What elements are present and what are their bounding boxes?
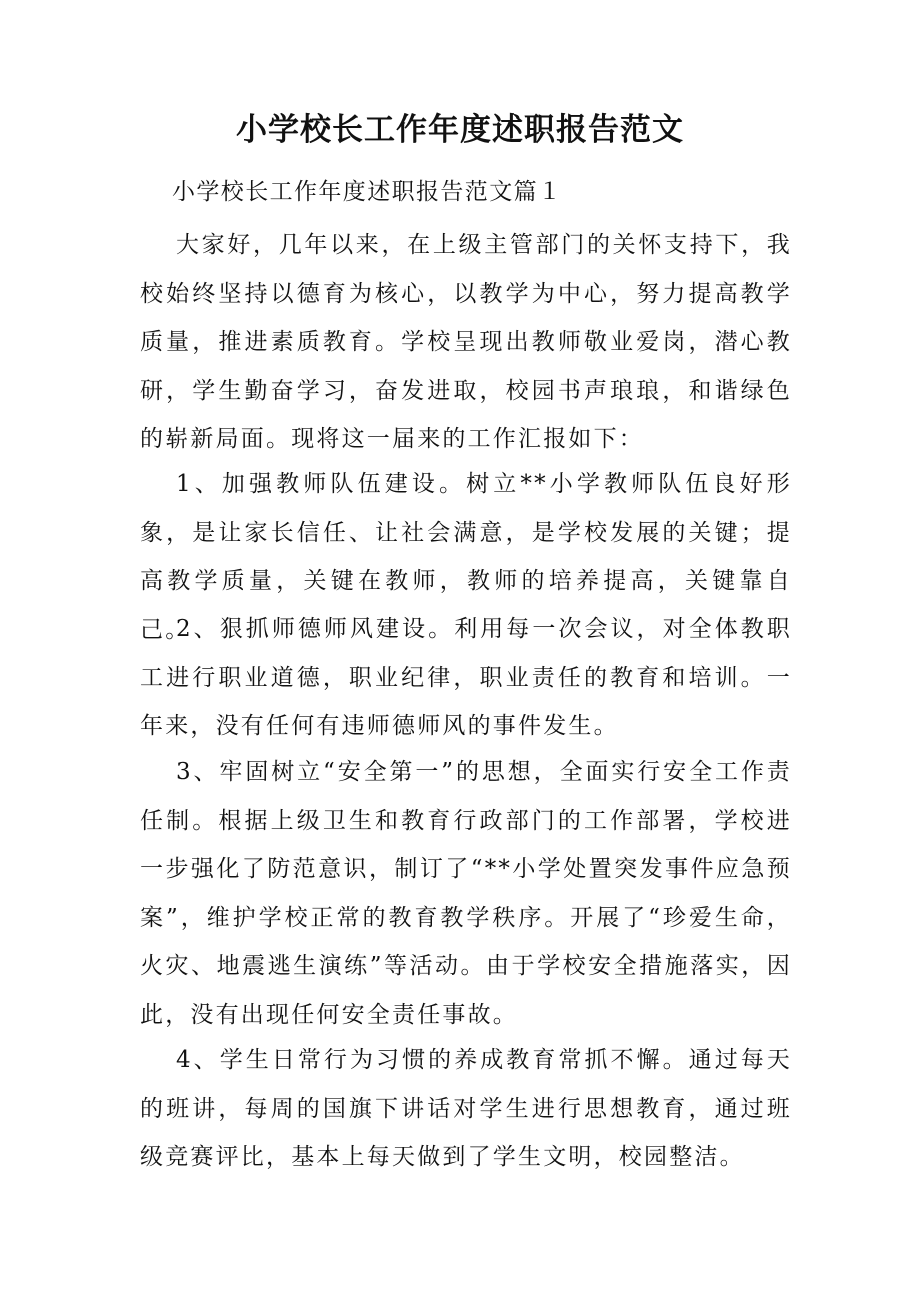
paragraph-item-1: 1、加强教师队伍建设。树立**小学教师队伍良好形象，是让家长信任、让社会满意，是学校发展的关键；提高教学质量，关键在教师，教师的培养提高，关键靠自己。 <box>140 471 792 643</box>
paragraph-item-4: 4、学生日常行为习惯的养成教育常抓不懈。通过每天的班讲，每周的国旗下讲话对学生进行思想教育，通过班级竞赛评比，基本上每天做到了学生文明，校园整洁。 <box>140 1047 792 1170</box>
document-title: 小学校长工作年度述职报告范文 <box>236 112 684 148</box>
paragraph-item-2: 2、狠抓师德师风建设。利用每一次会议，对全体教职工进行职业道德，职业纪律，职业责任的教育和培训。一年来，没有任何有违师德师风的事件发生。 <box>140 616 792 739</box>
paragraph-intro: 大家好，几年以来，在上级主管部门的关怀支持下，我校始终坚持以德育为核心，以教学为中心，努力提高教学质量，推进素质教育。学校呈现出教师敬业爱岗，潜心教研，学生勤奋学习，奋发进取，校园书声琅琅，和谐绿色的崭新局面。现将这一届来的工作汇报如下： <box>140 232 792 452</box>
paragraph-item-3: 3、牢固树立“安全第一”的思想，全面实行安全工作责任制。根据上级卫生和教育行政部门的工作部署，学校进一步强化了防范意识，制订了“**小学处置突发事件应急预案”，维护学校正常的教育教学秩序。开展了“珍爱生命，火灾、地震逃生演练”等活动。由于学校安全措施落实，因此，没有出现任何安全责任事故。 <box>140 759 792 1028</box>
section-heading: 小学校长工作年度述职报告范文篇１ <box>172 179 563 205</box>
